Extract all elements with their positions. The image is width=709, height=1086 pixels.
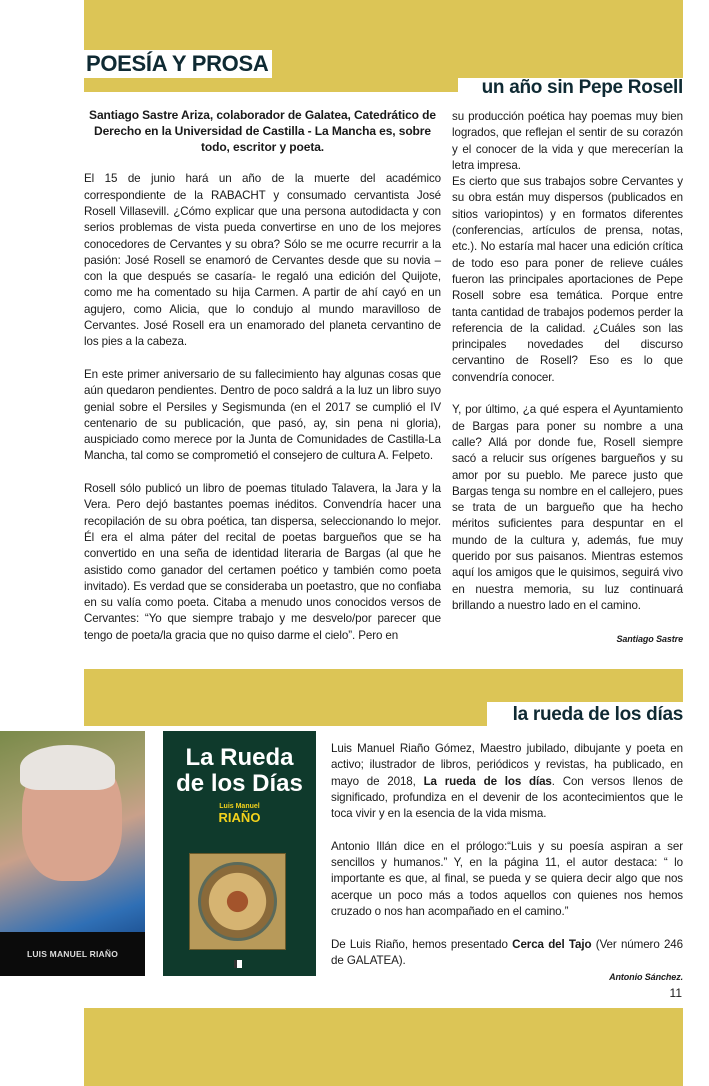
paragraph: Rosell sólo publicó un libro de poemas titulado Talavera, la Jara y la Vera. Pero dejó bastantes poemas inéditos. Convendría hacer una recopilación de su obra poética, tan dispersa, seleccionando lo mejor. Él era el alma páter del recital de poetas bargueños que se ha convertido en una seña de identidad literaria de Bargas (al que he asistido como ganador del certamen poético y también como poeta invitado). Es verdad que se consideraba un poetastro, que no confiaba en su valía como poeta. Citaba a menudo unos conocidos versos de Cervantes: “Yo que siempre trabajo y me desvelo/por parecer que tengo de poeta/la gracia que no quiso darme el cielo”. Pero en	[84, 482, 441, 642]
paragraph: Y, por último, ¿a qué espera el Ayuntamiento de Bargas para poner su nombre a una calle? Allá por donde fue, Rosell siempre sacó a relucir sus orígenes bargueños y su amor por su pueblo. Me parece justo que Bargas tenga su nombre en el callejero, pues se trata de un bargueño que ha hecho méritos suficientes para despuntar en el mundo de la cultura y, además, fue muy querido por sus paisanos. Mientras estemos aquí los amigos que le quisimos, seguirá vivo en nuestra memoria, su luz continuará brillando a nuestro lado en el camino.	[452, 403, 683, 612]
portrait-caption-bar	[0, 932, 145, 976]
paragraph: En este primer aniversario de su fallecimiento hay algunas cosas que aún quedaron pendientes. Dentro de poco saldrá a la luz un libro suyo genial sobre el Persiles y Segismunda (en el 2017 se cumplió el IV centenario de su publicación, que pasó, ay, sin pena ni gloria), auspiciado como merece por la Junta de Comunidades de Castilla-La Mancha, tal como se comprometió el consejero de cultura A. Felpeto.	[84, 367, 441, 463]
book-title	[163, 745, 316, 797]
article-column-left	[84, 108, 441, 644]
paragraph: Luis Manuel Riaño Gómez, Maestro jubilado, dibujante y poeta en activo; ilustrador de libros, periódicos y revistas, ha publicado, en mayo de 2018, La rueda de los días. Con versos llenos de significado, profundiza en el devenir de los acontecimientos que le toca vivir y en la esencia de la vida misma.	[331, 742, 683, 821]
author-portrait	[0, 731, 145, 976]
article-title: la rueda de los días	[512, 704, 683, 725]
paragraph: El 15 de junio hará un año de la muerte del académico correspondiente de la RABACHT y consumado cervantista José Rosell Villasevill. ¿Cómo explicar que una persona autodidacta y con serios problemas de vista pueda convertirse en uno de los mejores conocedores de Cervantes y su obra? Sólo se me ocurre recurrir a la pasión: José Rosell se enamoró de Cervantes desde que su novia –con la que después se casaría- le regaló una edición del Quijote, como me ha comentado su hija Carmen. A partir de ahí cayó en un agujero, como Alicia, que lo condujo al mundo maravilloso de Cervantes. José Rosell era un enamorado del planeta cervantino de los pies a la cabeza.	[84, 172, 441, 349]
article-lead: Santiago Sastre Ariza, colaborador de Galatea, Catedrático de Derecho en la Universidad de Castilla - La Mancha es, sobre todo, escritor y poeta.	[89, 108, 436, 154]
publisher-logo-icon	[234, 960, 242, 968]
book-mosaic-image	[189, 853, 286, 950]
section-title: POESÍA Y PROSA	[86, 51, 269, 76]
signature: Santiago Sastre	[616, 633, 683, 644]
article2-body	[331, 741, 683, 985]
book-title-line: de los Días	[176, 770, 303, 797]
portrait-hair	[20, 745, 115, 790]
signature: Antonio Sánchez.	[609, 972, 683, 983]
article-title: un año sin Pepe Rosell	[481, 77, 683, 98]
paragraph: Antonio Illán dice en el prólogo:“Luis y su poesía aspiran a ser sencillos y humanos.” Y, en la página 11, el autor destaca: “ lo importante es que, al final, se pueda y se quiera decir algo que nos acerque un poco más a todos aquellos con quienes nos hemos cruzado o nos han acompañado en el camino.”	[331, 839, 683, 918]
paragraph: su producción poética hay poemas muy bien logrados, que reflejan el sentir de su corazón y el conocer de la vida y que merecerían la letra impresa.	[452, 110, 683, 172]
page-number: 11	[669, 986, 682, 1000]
book-title-bold: La rueda de los días	[423, 774, 552, 788]
footer-band	[84, 1008, 683, 1086]
paragraph: De Luis Riaño, hemos presentado Cerca del Tajo (Ver número 246 de GALATEA).	[331, 937, 684, 967]
book-author-first: Luis Manuel	[219, 803, 260, 810]
portrait-caption: LUIS MANUEL RIAÑO	[26, 949, 119, 959]
article-column-right	[452, 109, 683, 647]
book-title-line: La Rueda	[185, 744, 294, 771]
mosaic-wheel	[198, 862, 277, 941]
book-author-last: RIAÑO	[218, 810, 261, 825]
book-cover	[163, 731, 316, 976]
book-title-bold: Cerca del Tajo	[512, 937, 592, 951]
paragraph: Es cierto que sus trabajos sobre Cervantes y su obra están muy dispersos (publicados en sitios variopintos) y en formatos diferentes (conferencias, artículos de prensa, notas, etc.). No estaría mal hacer una edición crítica de todo eso para poner de relieve cuáles fueron las principales aportaciones de Pepe Rosell sobre esa temática. Porque entre tanta cantidad de trabajos podemos perder la referencia de la calidad. ¿Cuáles son las principales novedades del discurso cervantino de Rosell? Eso es lo que convendría conocer.	[452, 175, 683, 384]
